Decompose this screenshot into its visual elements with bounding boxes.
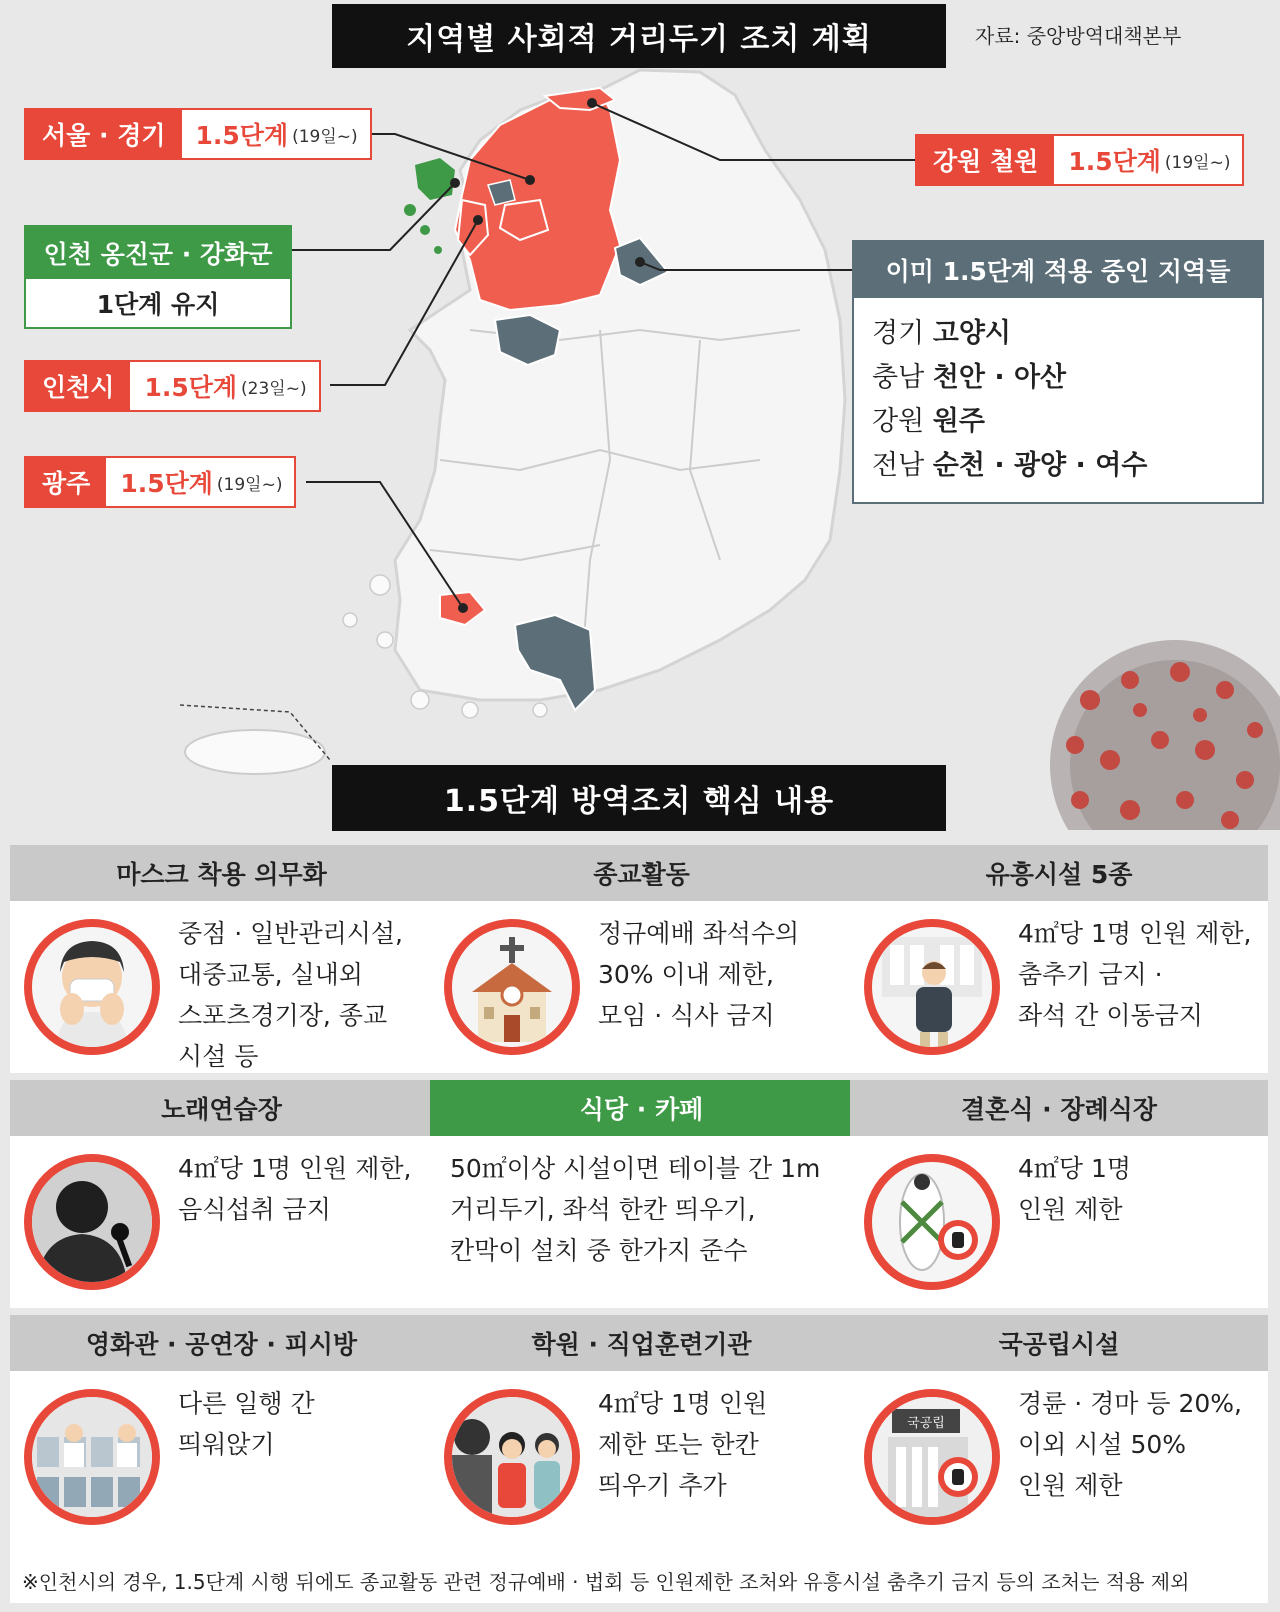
- person-backpack-icon: [864, 919, 1000, 1055]
- measure-head: 결혼식 · 장례식장: [850, 1080, 1268, 1136]
- measure-head: 국공립시설: [850, 1315, 1268, 1371]
- measure-desc: 경륜 · 경마 등 20%, 이외 시설 50% 인원 제한: [1018, 1389, 1242, 1500]
- mask-person-icon: [24, 919, 160, 1055]
- measure-mask: [10, 845, 433, 1073]
- footnote: ※인천시의 경우, 1.5단계 시행 뒤에도 종교활동 관련 정규예배 · 법회 등 인원제한 조처와 유흥시설 춤추기 금지 등의 조처는 적용 제외: [22, 1570, 1190, 1594]
- theater-seats-icon: [24, 1389, 160, 1525]
- label-gwangju: [24, 456, 296, 508]
- label-incheon: [24, 360, 321, 412]
- region-name: 인천시: [26, 362, 130, 410]
- start-date: (19일~): [1164, 152, 1231, 173]
- existing-regions-list: [854, 298, 1262, 502]
- public-building-stop-icon: [864, 1389, 1000, 1525]
- list-item: 충남 천안 · 아산: [872, 362, 1067, 393]
- label-cheorwon: [915, 134, 1244, 186]
- level: 1.5단계: [120, 469, 213, 498]
- level: 1.5단계: [1068, 147, 1161, 176]
- church-icon: [444, 919, 580, 1055]
- measure-head: 종교활동: [430, 845, 853, 901]
- measure-desc: 4㎡당 1명 인원 제한: [1018, 1154, 1132, 1224]
- measure-head: 학원 · 직업훈련기관: [430, 1315, 853, 1371]
- measure-head: 영화관 · 공연장 · 피시방: [10, 1315, 433, 1371]
- measure-head: 식당 · 카페: [430, 1080, 853, 1136]
- measure-karaoke: [10, 1080, 433, 1308]
- measure-public-facility: [850, 1315, 1268, 1603]
- existing-regions-box: [852, 240, 1264, 504]
- list-item: 경기 고양시: [872, 318, 1011, 349]
- start-date: (19일~): [216, 474, 283, 495]
- svg-text:국공립: 국공립: [907, 1416, 945, 1431]
- measure-desc: 중점 · 일반관리시설, 대중교통, 실내외 스포츠경기장, 종교 시설 등: [178, 919, 403, 1071]
- measure-nightlife: [850, 845, 1268, 1073]
- measure-head: 유흥시설 5종: [850, 845, 1268, 901]
- measures-title: 1.5단계 방역조치 핵심 내용: [332, 765, 946, 831]
- region-name: 서울 · 경기: [26, 110, 182, 158]
- level-status: 1단계 유지: [96, 290, 220, 319]
- measure-wedding-funeral: [850, 1080, 1268, 1308]
- start-date: (19일~): [292, 126, 358, 147]
- label-ongjin-ganghwa: [24, 225, 292, 329]
- measure-head: 마스크 착용 의무화: [10, 845, 433, 901]
- measure-desc: 4㎡당 1명 인원 제한 또는 한칸 띄우기 추가: [598, 1389, 768, 1500]
- measure-desc: 4㎡당 1명 인원 제한, 춤추기 금지 · 좌석 간 이동금지: [1018, 919, 1252, 1030]
- wreath-stop-icon: [864, 1154, 1000, 1290]
- source-credit: 자료: 중앙방역대책본부: [975, 24, 1182, 48]
- start-date: (23일~): [241, 378, 307, 399]
- measure-desc: 다른 일행 간 띄워앉기: [178, 1389, 315, 1459]
- measure-restaurant: [430, 1080, 853, 1308]
- existing-regions-title: 이미 1.5단계 적용 중인 지역들: [854, 242, 1262, 298]
- level: 1.5단계: [195, 121, 289, 150]
- measure-desc: 정규예배 좌석수의 30% 이내 제한, 모임 · 식사 금지: [598, 919, 800, 1030]
- region-name: 광주: [26, 458, 106, 506]
- microphone-singer-icon: [24, 1154, 160, 1290]
- measure-desc: 4㎡당 1명 인원 제한, 음식섭취 금지: [178, 1154, 412, 1224]
- measure-religion: [430, 845, 853, 1073]
- measure-head: 노래연습장: [10, 1080, 433, 1136]
- measure-cinema: [10, 1315, 433, 1603]
- region-name: 인천 옹진군 · 강화군: [26, 227, 290, 279]
- label-seoul-gyeonggi: [24, 108, 372, 160]
- region-name: 강원 철원: [917, 136, 1054, 184]
- page-title: 지역별 사회적 거리두기 조치 계획: [332, 4, 946, 68]
- list-item: 전남 순천 · 광양 · 여수: [872, 450, 1148, 481]
- list-item: 강원 원주: [872, 406, 985, 437]
- students-icon: [444, 1389, 580, 1525]
- measure-desc: 50㎡이상 시설이면 테이블 간 1m 거리두기, 좌석 한칸 띄우기, 칸막이 설치 중 한가지 준수: [450, 1154, 821, 1265]
- measure-academy: [430, 1315, 853, 1603]
- level: 1.5단계: [144, 373, 238, 402]
